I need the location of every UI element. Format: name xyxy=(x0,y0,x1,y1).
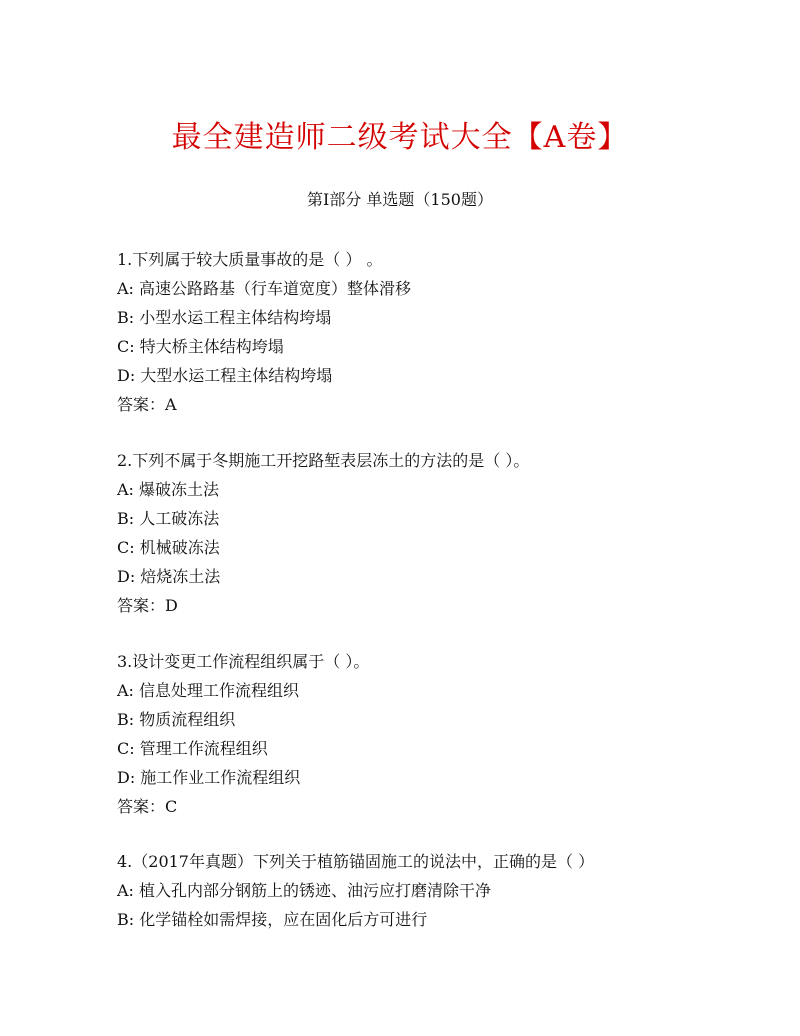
option-b: B: 物质流程组织 xyxy=(117,710,236,729)
option-a: A: 爆破冻土法 xyxy=(117,480,220,499)
question-stem: 4.（2017年真题）下列关于植筋锚固施工的说法中，正确的是（ ） xyxy=(117,852,595,871)
question-item xyxy=(117,647,697,821)
option-b: B: 人工破冻法 xyxy=(117,509,220,528)
option-c: C: 管理工作流程组织 xyxy=(117,739,268,758)
option-b: B: 小型水运工程主体结构垮塌 xyxy=(117,308,332,327)
option-a: A: 植入孔内部分钢筋上的锈迹、油污应打磨清除干净 xyxy=(117,881,492,900)
question-stem: 1.下列属于较大质量事故的是（ ） 。 xyxy=(117,250,383,269)
answer-line: 答案：C xyxy=(117,797,178,816)
question-item xyxy=(117,847,697,934)
option-c: C: 机械破冻法 xyxy=(117,538,220,557)
option-a: A: 信息处理工作流程组织 xyxy=(117,681,300,700)
section-title: 第I部分 单选题（150题） xyxy=(307,190,493,209)
option-d: D: 大型水运工程主体结构垮塌 xyxy=(117,366,333,385)
answer-line: 答案：D xyxy=(117,596,178,615)
question-stem: 2.下列不属于冬期施工开挖路堑表层冻土的方法的是（ ）。 xyxy=(117,451,530,470)
option-d: D: 施工作业工作流程组织 xyxy=(117,768,301,787)
option-c: C: 特大桥主体结构垮塌 xyxy=(117,337,284,356)
answer-line: 答案：A xyxy=(117,395,177,414)
question-item xyxy=(117,245,697,419)
option-a: A: 高速公路路基（行车道宽度）整体滑移 xyxy=(117,279,412,298)
option-d: D: 焙烧冻土法 xyxy=(117,567,221,586)
question-stem: 3.设计变更工作流程组织属于（ ）。 xyxy=(117,652,370,671)
question-item xyxy=(117,446,697,620)
document-title: 最全建造师二级考试大全【A卷】 xyxy=(171,120,629,155)
option-b: B: 化学锚栓如需焊接，应在固化后方可进行 xyxy=(117,910,428,929)
